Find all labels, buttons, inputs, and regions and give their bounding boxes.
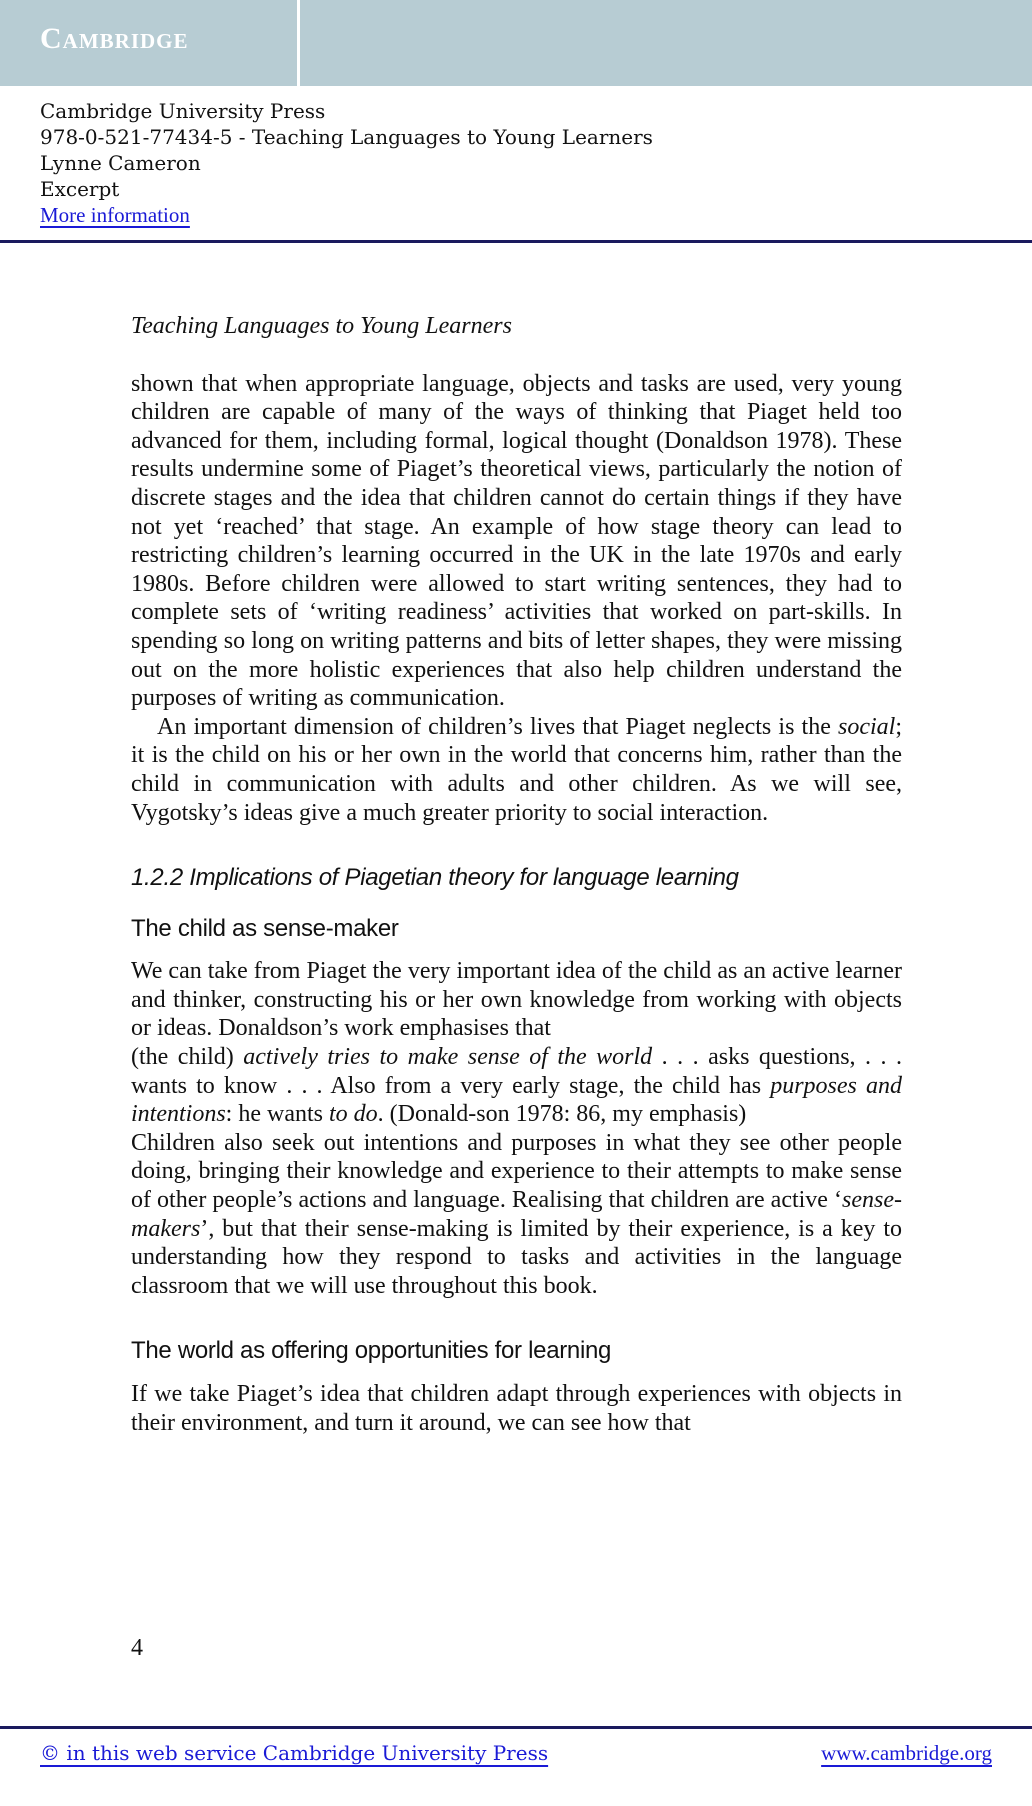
footer-rule [0,1726,1032,1729]
paragraph-2 [131,713,902,827]
quote-emphasis: purposes and intentions [131,1072,903,1128]
paragraph-3: We can take from Piaget the very important idea of the child as an active learner and thinker, constructing his or her own knowledge from working with objects or ideas. Donaldson’s work emphasises that [131,958,902,1042]
page-content [131,312,902,1437]
isbn-title: 978-0-521-77434-5 - Teaching Languages to Young Learners [40,125,653,149]
publisher-name: Cambridge University Press [40,99,326,123]
paragraph-2-start: An important dimension of children’s lives that Piaget neglects is the [157,713,838,740]
paragraph-1: shown that when appropriate language, objects and tasks are used, very young children are capable of many of the ways of thinking that Piaget held too advanced for them, including formal, logical thought (Donaldson 1978). These results undermine some of Piaget’s theoretical views, particularly the notion of discrete stages and the idea that children cannot do certain things if they have not yet ‘reached’ that stage. An example of how stage theory can lead to restricting children’s learning occurred in the UK in the late 1970s and early 1980s. Before children were allowed to start writing sentences, they had to complete sets of ‘writing readiness’ activities that worked on part-skills. In spending so long on writing patterns and bits of letter shapes, they were missing out on the more holistic experiences that also help children understand the purposes of writing as communication. [131,370,902,712]
book-metadata [40,98,653,228]
paragraph-4-end: ’, but that their sense-making is limited by their experience, is a key to understanding how they respond to tasks and activities in the language classroom that we will use throughout this book. [131,1215,902,1299]
publisher-banner [0,0,1032,86]
quote-emphasis: actively tries to make sense of the world [243,1044,653,1071]
author-name: Lynne Cameron [40,151,201,175]
quote-part: . (Donald-son 1978: 86, my emphasis) [377,1101,747,1128]
section-heading: 1.2.2 Implications of Piagetian theory for language learning [131,864,739,892]
running-head: Teaching Languages to Young Learners [131,313,512,339]
excerpt-label: Excerpt [40,177,120,201]
paragraph-2-emphasis: social [838,713,896,740]
paragraph-4 [131,1129,902,1301]
page-number: 4 [131,1635,143,1661]
quote-part: . . . asks questions, . . . wants to know . . . Also from a very early stage, the child has [131,1044,902,1099]
quote-emphasis: to do [328,1101,378,1128]
cambridge-logo: Cambridge [40,22,189,55]
paragraph-2-end: ; it is the child on his or her own in the world that concerns him, rather than the child in communication with adults and other children. As we will see, Vygotsky’s ideas give a much greater priority to social interaction. [131,713,902,826]
subheading-opportunities: The world as offering opportunities for learning [131,1337,612,1365]
block-quote [131,1043,902,1129]
paragraph-4-start: Children also seek out intentions and purposes in what they see other people doing, bringing their knowledge and experience to their attempts to make sense of other people’s actions and language. Realising that children are active ‘ [131,1129,902,1214]
header-rule [0,240,1032,243]
banner-divider [297,0,300,86]
paragraph-4-emphasis: sense-makers [131,1187,902,1242]
quote-part: : he wants [225,1101,329,1128]
quote-part: (the child) [131,1044,244,1071]
cambridge-website-link[interactable]: www.cambridge.org [821,1741,992,1765]
subheading-sense-maker: The child as sense-maker [131,914,399,942]
copyright-link[interactable]: © in this web service Cambridge University Press [40,1741,549,1765]
more-information-link[interactable]: More information [40,203,190,227]
paragraph-5: If we take Piaget’s idea that children adapt through experiences with objects in their environment, and turn it around, we can see how that [131,1381,902,1436]
